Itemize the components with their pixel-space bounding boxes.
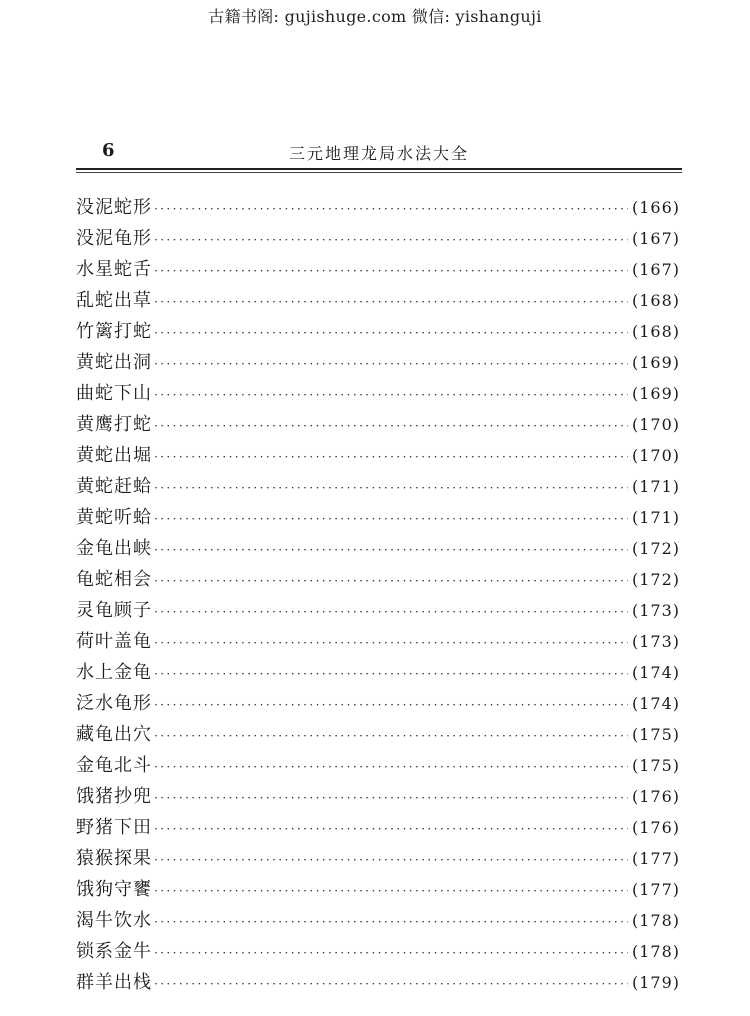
entry-page-number: (167)	[631, 229, 680, 248]
dot-leader	[154, 946, 628, 960]
toc-entry	[76, 875, 680, 906]
dot-leader	[154, 202, 628, 216]
dot-leader	[154, 233, 628, 247]
entry-title: 水上金龟	[76, 662, 152, 683]
entry-title: 黄蛇听蛤	[76, 507, 152, 528]
toc-entry	[76, 596, 680, 627]
toc-entry	[76, 193, 680, 224]
dot-leader	[154, 853, 628, 867]
entry-title: 没泥蛇形	[76, 197, 152, 218]
dot-leader	[154, 512, 628, 526]
entry-page-number: (178)	[631, 911, 680, 930]
dot-leader	[154, 605, 628, 619]
entry-page-number: (174)	[631, 694, 680, 713]
toc-entry	[76, 503, 680, 534]
toc-entry	[76, 472, 680, 503]
entry-title: 龟蛇相会	[76, 569, 152, 590]
entry-page-number: (168)	[631, 322, 680, 341]
entry-title: 野猪下田	[76, 817, 152, 838]
entry-page-number: (175)	[631, 756, 680, 775]
entry-page-number: (175)	[631, 725, 680, 744]
toc-entry	[76, 906, 680, 937]
watermark-text: 古籍书阁: gujishuge.com 微信: yishanguji	[208, 7, 542, 26]
header-rule-thin	[76, 172, 682, 173]
entry-page-number: (170)	[631, 446, 680, 465]
entry-title: 水星蛇舌	[76, 259, 152, 280]
entry-page-number: (173)	[631, 632, 680, 651]
toc-entry	[76, 379, 680, 410]
toc-entry	[76, 255, 680, 286]
dot-leader	[154, 667, 628, 681]
dot-leader	[154, 822, 628, 836]
entry-title: 黄鹰打蛇	[76, 414, 152, 435]
dot-leader	[154, 791, 628, 805]
dot-leader	[154, 574, 628, 588]
toc-entry	[76, 441, 680, 472]
entry-title: 竹篱打蛇	[76, 321, 152, 342]
entry-page-number: (176)	[631, 818, 680, 837]
header-rule-thick	[76, 168, 682, 170]
entry-page-number: (178)	[631, 942, 680, 961]
dot-leader	[154, 481, 628, 495]
entry-title: 饿狗守饔	[76, 879, 152, 900]
entry-title: 荷叶盖龟	[76, 631, 152, 652]
toc-entry	[76, 348, 680, 379]
entry-title: 金龟出峡	[76, 538, 152, 559]
entry-page-number: (171)	[631, 477, 680, 496]
toc-entry	[76, 534, 680, 565]
entry-page-number: (167)	[631, 260, 680, 279]
toc-entry	[76, 751, 680, 782]
toc-entry	[76, 658, 680, 689]
dot-leader	[154, 977, 628, 991]
dot-leader	[154, 419, 628, 433]
book-title: 三元地理龙局水法大全	[288, 144, 469, 163]
toc-entry	[76, 689, 680, 720]
toc-entry	[76, 782, 680, 813]
entry-title: 黄蛇赶蛤	[76, 476, 152, 497]
entry-page-number: (173)	[631, 601, 680, 620]
entry-page-number: (166)	[631, 198, 680, 217]
toc-entry	[76, 968, 680, 999]
entry-title: 乱蛇出草	[76, 290, 152, 311]
page-number: 6	[102, 140, 115, 161]
dot-leader	[154, 915, 628, 929]
entry-page-number: (179)	[631, 973, 680, 992]
dot-leader	[154, 543, 628, 557]
entry-title: 群羊出栈	[76, 972, 152, 993]
entry-title: 泛水龟形	[76, 693, 152, 714]
entry-title: 藏龟出穴	[76, 724, 152, 745]
entry-title: 金龟北斗	[76, 755, 152, 776]
toc-entry	[76, 627, 680, 658]
entry-title: 没泥龟形	[76, 228, 152, 249]
toc-entry	[76, 720, 680, 751]
dot-leader	[154, 760, 628, 774]
entry-page-number: (172)	[631, 539, 680, 558]
entry-title: 锁系金牛	[76, 941, 152, 962]
entry-title: 黄蛇出洞	[76, 352, 152, 373]
entry-page-number: (177)	[631, 849, 680, 868]
dot-leader	[154, 636, 628, 650]
toc-entry	[76, 224, 680, 255]
page-header	[76, 138, 682, 166]
toc-entry	[76, 813, 680, 844]
dot-leader	[154, 326, 628, 340]
entry-title: 黄蛇出堀	[76, 445, 152, 466]
toc-entry	[76, 844, 680, 875]
entry-page-number: (169)	[631, 353, 680, 372]
toc-entry	[76, 565, 680, 596]
dot-leader	[154, 450, 628, 464]
dot-leader	[154, 884, 628, 898]
toc-entry	[76, 286, 680, 317]
entry-title: 饿猪抄兜	[76, 786, 152, 807]
dot-leader	[154, 357, 628, 371]
toc-entry	[76, 937, 680, 968]
entry-page-number: (169)	[631, 384, 680, 403]
dot-leader	[154, 729, 628, 743]
dot-leader	[154, 698, 628, 712]
dot-leader	[154, 388, 628, 402]
entry-title: 猿猴探果	[76, 848, 152, 869]
entry-page-number: (171)	[631, 508, 680, 527]
toc-entry	[76, 317, 680, 348]
entry-page-number: (168)	[631, 291, 680, 310]
table-of-contents	[76, 193, 680, 999]
entry-page-number: (177)	[631, 880, 680, 899]
dot-leader	[154, 295, 628, 309]
entry-page-number: (176)	[631, 787, 680, 806]
toc-entry	[76, 410, 680, 441]
entry-page-number: (170)	[631, 415, 680, 434]
dot-leader	[154, 264, 628, 278]
entry-page-number: (174)	[631, 663, 680, 682]
entry-page-number: (172)	[631, 570, 680, 589]
entry-title: 曲蛇下山	[76, 383, 152, 404]
entry-title: 灵龟顾子	[76, 600, 152, 621]
entry-title: 渴牛饮水	[76, 910, 152, 931]
